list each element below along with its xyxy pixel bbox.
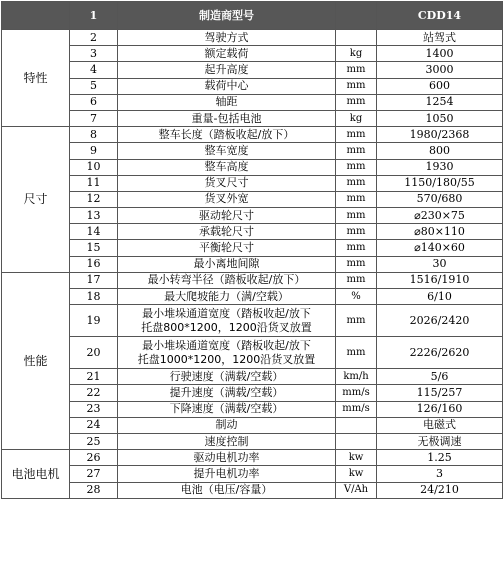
spec-table — [1, 1, 503, 499]
row-num: 28 — [70, 482, 118, 498]
row-item: 平衡轮尺寸 — [118, 240, 336, 256]
row-num: 24 — [70, 417, 118, 433]
row-value: 115/257 — [377, 385, 503, 401]
row-item: 最大爬坡能力（满/空载） — [118, 289, 336, 305]
row-value: ⌀140×60 — [377, 240, 503, 256]
row-unit — [336, 433, 377, 449]
row-unit: mm — [336, 191, 377, 207]
row-num: 4 — [70, 62, 118, 78]
row-num: 19 — [70, 305, 118, 337]
row-unit: mm — [336, 256, 377, 272]
row-value: 2226/2620 — [377, 337, 503, 369]
row-value: 1400 — [377, 46, 503, 62]
table-row — [2, 433, 503, 449]
header-num: 1 — [70, 2, 118, 30]
row-value: 1050 — [377, 110, 503, 126]
row-unit: mm/s — [336, 385, 377, 401]
row-item: 驱动电机功率 — [118, 450, 336, 466]
row-item: 提升速度（满载/空载） — [118, 385, 336, 401]
category-dimensions: 尺寸 — [2, 127, 70, 273]
row-num: 27 — [70, 466, 118, 482]
category-features: 特性 — [2, 30, 70, 127]
row-unit: mm — [336, 224, 377, 240]
row-item: 载荷中心 — [118, 78, 336, 94]
row-num: 7 — [70, 110, 118, 126]
table-row — [2, 289, 503, 305]
row-item: 整车宽度 — [118, 143, 336, 159]
row-unit: mm — [336, 62, 377, 78]
row-unit: mm — [336, 159, 377, 175]
row-num: 16 — [70, 256, 118, 272]
row-num: 3 — [70, 46, 118, 62]
row-num: 9 — [70, 143, 118, 159]
row-unit: mm — [336, 272, 377, 288]
row-value: 电磁式 — [377, 417, 503, 433]
table-row — [2, 450, 503, 466]
row-item: 提升电机功率 — [118, 466, 336, 482]
row-item-line: 最小堆垛通道宽度（踏板收起/放下 — [142, 306, 311, 320]
row-unit — [336, 30, 377, 46]
table-row — [2, 143, 503, 159]
row-item — [118, 305, 336, 337]
row-num: 25 — [70, 433, 118, 449]
row-value: 6/10 — [377, 289, 503, 305]
table-row — [2, 337, 503, 369]
row-unit: km/h — [336, 369, 377, 385]
row-item: 整车高度 — [118, 159, 336, 175]
row-unit: mm/s — [336, 401, 377, 417]
row-value: 站驾式 — [377, 30, 503, 46]
row-item: 驱动轮尺寸 — [118, 208, 336, 224]
table-row — [2, 272, 503, 288]
row-num: 11 — [70, 175, 118, 191]
row-unit: mm — [336, 337, 377, 369]
row-value: 600 — [377, 78, 503, 94]
table-row — [2, 62, 503, 78]
row-item: 驾驶方式 — [118, 30, 336, 46]
row-unit: mm — [336, 175, 377, 191]
row-unit: kg — [336, 110, 377, 126]
table-row — [2, 385, 503, 401]
row-unit: mm — [336, 208, 377, 224]
row-item-line: 最小堆垛通道宽度（踏板收起/放下 — [142, 338, 311, 352]
row-value: 1980/2368 — [377, 127, 503, 143]
row-item: 行驶速度（满载/空载） — [118, 369, 336, 385]
row-value: 1516/1910 — [377, 272, 503, 288]
table-row — [2, 482, 503, 498]
category-battery-motor: 电池电机 — [2, 450, 70, 499]
row-value: 3000 — [377, 62, 503, 78]
table-row — [2, 240, 503, 256]
table-row — [2, 46, 503, 62]
table-row — [2, 175, 503, 191]
header-unit-cell — [336, 2, 377, 30]
row-item — [118, 337, 336, 369]
table-row — [2, 305, 503, 337]
header-model: CDD14 — [377, 2, 503, 30]
table-row — [2, 208, 503, 224]
row-item: 货叉尺寸 — [118, 175, 336, 191]
row-value: 570/680 — [377, 191, 503, 207]
row-value: 126/160 — [377, 401, 503, 417]
table-row — [2, 224, 503, 240]
row-num: 5 — [70, 78, 118, 94]
row-num: 2 — [70, 30, 118, 46]
row-value: 30 — [377, 256, 503, 272]
row-num: 13 — [70, 208, 118, 224]
row-item-line: 托盘800*1200，1200沿货叉放置 — [141, 320, 312, 334]
table-row — [2, 401, 503, 417]
row-item: 货叉外宽 — [118, 191, 336, 207]
row-num: 20 — [70, 337, 118, 369]
row-item: 速度控制 — [118, 433, 336, 449]
table-row — [2, 94, 503, 110]
row-num: 6 — [70, 94, 118, 110]
row-item: 制动 — [118, 417, 336, 433]
table-row — [2, 30, 503, 46]
row-value: 无极调速 — [377, 433, 503, 449]
row-value: 3 — [377, 466, 503, 482]
row-item: 最小离地间隙 — [118, 256, 336, 272]
row-unit: kw — [336, 450, 377, 466]
row-unit: mm — [336, 127, 377, 143]
row-item: 承载轮尺寸 — [118, 224, 336, 240]
row-unit: mm — [336, 78, 377, 94]
row-value: 1.25 — [377, 450, 503, 466]
row-value: ⌀80×110 — [377, 224, 503, 240]
row-num: 10 — [70, 159, 118, 175]
row-unit: % — [336, 289, 377, 305]
table-row — [2, 466, 503, 482]
row-num: 22 — [70, 385, 118, 401]
row-value: 24/210 — [377, 482, 503, 498]
row-unit: mm — [336, 94, 377, 110]
table-row — [2, 127, 503, 143]
row-unit: mm — [336, 240, 377, 256]
row-unit: kw — [336, 466, 377, 482]
row-num: 14 — [70, 224, 118, 240]
row-unit: mm — [336, 143, 377, 159]
row-value: 1930 — [377, 159, 503, 175]
row-num: 23 — [70, 401, 118, 417]
category-performance: 性能 — [2, 272, 70, 449]
row-num: 15 — [70, 240, 118, 256]
row-unit — [336, 417, 377, 433]
row-value: 1254 — [377, 94, 503, 110]
row-item: 电池（电压/容量） — [118, 482, 336, 498]
row-unit: V/Ah — [336, 482, 377, 498]
table-row — [2, 256, 503, 272]
header-title: 制造商型号 — [118, 2, 336, 30]
table-row — [2, 369, 503, 385]
table-row — [2, 110, 503, 126]
row-unit: kg — [336, 46, 377, 62]
table-row — [2, 191, 503, 207]
row-unit: mm — [336, 305, 377, 337]
row-num: 8 — [70, 127, 118, 143]
row-value: 1150/180/55 — [377, 175, 503, 191]
header-cat-cell — [2, 2, 70, 30]
row-value: 800 — [377, 143, 503, 159]
row-item: 轴距 — [118, 94, 336, 110]
row-item-line: 托盘1000*1200，1200沿货叉放置 — [137, 352, 316, 366]
row-item: 下降速度（满载/空载） — [118, 401, 336, 417]
row-num: 26 — [70, 450, 118, 466]
row-value: ⌀230×75 — [377, 208, 503, 224]
row-item: 重量-包括电池 — [118, 110, 336, 126]
table-row — [2, 78, 503, 94]
row-item: 最小转弯半径（踏板收起/放下） — [118, 272, 336, 288]
header-row — [2, 2, 503, 30]
row-value: 5/6 — [377, 369, 503, 385]
table-row — [2, 417, 503, 433]
row-value: 2026/2420 — [377, 305, 503, 337]
row-item: 整车长度（踏板收起/放下） — [118, 127, 336, 143]
row-num: 18 — [70, 289, 118, 305]
table-row — [2, 159, 503, 175]
row-num: 12 — [70, 191, 118, 207]
row-item: 起升高度 — [118, 62, 336, 78]
row-item: 额定载荷 — [118, 46, 336, 62]
row-num: 17 — [70, 272, 118, 288]
row-num: 21 — [70, 369, 118, 385]
